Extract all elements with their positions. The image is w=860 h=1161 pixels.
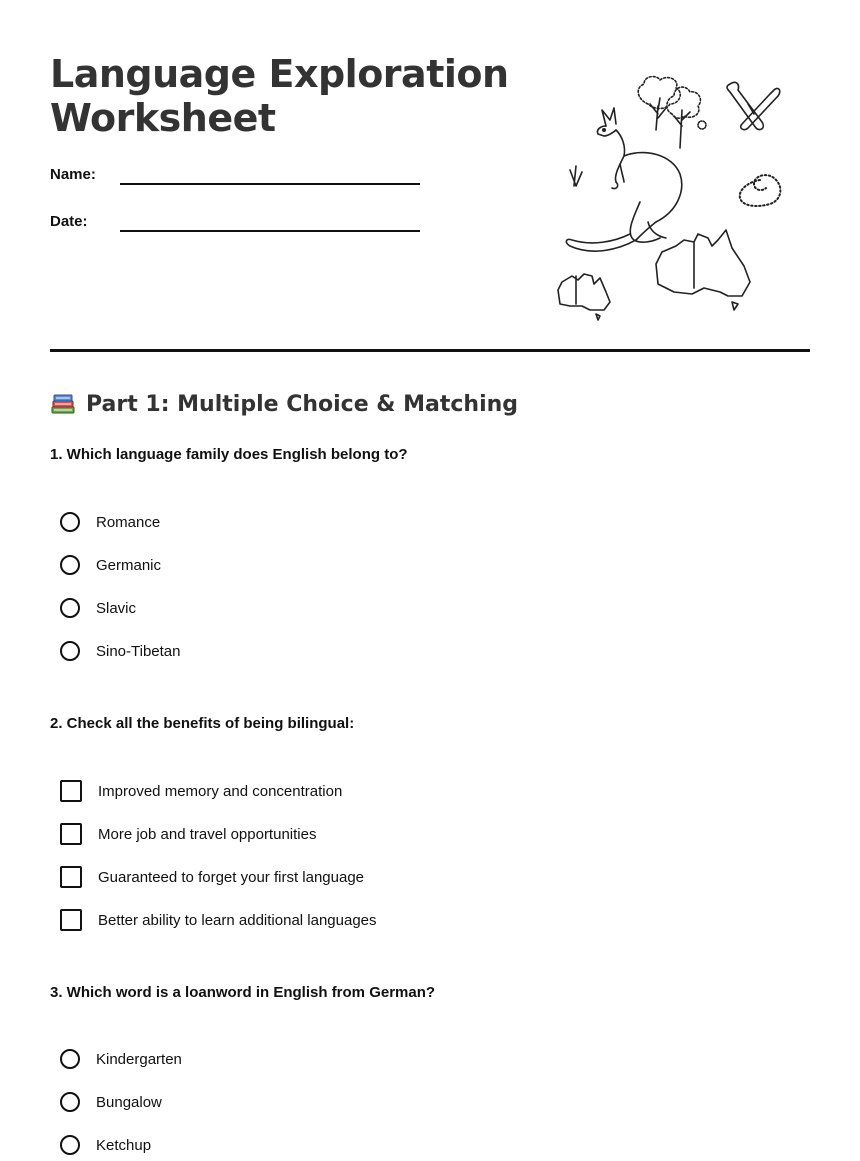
dot-art-icon bbox=[740, 175, 781, 206]
boomerang-icon bbox=[727, 82, 780, 129]
date-field-row bbox=[50, 213, 430, 237]
kangaroo-illustration bbox=[548, 70, 788, 325]
option-label: Slavic bbox=[96, 599, 137, 617]
q1-option-romance[interactable] bbox=[60, 509, 160, 535]
option-label: Kindergarten bbox=[96, 1050, 182, 1068]
option-label: Bungalow bbox=[96, 1093, 162, 1111]
part-1-heading-text: Part 1: Multiple Choice & Matching bbox=[86, 391, 519, 417]
australia-map-small-icon bbox=[558, 274, 610, 320]
name-label: Name: bbox=[50, 166, 96, 183]
radio-button[interactable] bbox=[60, 641, 80, 661]
checkbox[interactable] bbox=[60, 909, 82, 931]
option-label: Romance bbox=[96, 513, 161, 531]
q3-option-ketchup[interactable] bbox=[60, 1132, 151, 1158]
question-3: 3. Which word is a loanword in English from German? bbox=[50, 984, 436, 1001]
option-label: Better ability to learn additional languages bbox=[98, 911, 377, 929]
title-line-2: Worksheet bbox=[50, 96, 276, 140]
date-label: Date: bbox=[50, 213, 88, 230]
radio-button[interactable] bbox=[60, 1092, 80, 1112]
radio-button[interactable] bbox=[60, 1135, 80, 1155]
grass-icon bbox=[570, 166, 582, 186]
books-icon bbox=[50, 391, 76, 417]
date-field[interactable] bbox=[120, 230, 420, 232]
radio-button[interactable] bbox=[60, 1049, 80, 1069]
checkbox[interactable] bbox=[60, 823, 82, 845]
option-label: Germanic bbox=[96, 556, 162, 574]
title-line-1: Language Exploration bbox=[50, 52, 509, 96]
worksheet-title bbox=[50, 52, 509, 140]
q1-option-slavic[interactable] bbox=[60, 595, 136, 621]
q1-option-germanic[interactable] bbox=[60, 552, 161, 578]
q2-option-job-travel[interactable] bbox=[60, 821, 316, 847]
kangaroo-icon bbox=[566, 108, 681, 251]
question-1: 1. Which language family does English belong to? bbox=[50, 446, 408, 463]
q3-option-kindergarten[interactable] bbox=[60, 1046, 182, 1072]
option-label: Guaranteed to forget your first language bbox=[98, 868, 365, 886]
radio-button[interactable] bbox=[60, 512, 80, 532]
q2-option-memory[interactable] bbox=[60, 778, 342, 804]
radio-button[interactable] bbox=[60, 598, 80, 618]
q3-option-bungalow[interactable] bbox=[60, 1089, 162, 1115]
checkbox[interactable] bbox=[60, 780, 82, 802]
part-1-heading bbox=[50, 388, 518, 420]
tree-icon bbox=[638, 77, 706, 148]
radio-button[interactable] bbox=[60, 555, 80, 575]
name-field-row bbox=[50, 166, 430, 190]
section-divider bbox=[50, 349, 810, 352]
q1-option-sino-tibetan[interactable] bbox=[60, 638, 181, 664]
option-label: More job and travel opportunities bbox=[98, 825, 317, 843]
australia-map-large-icon bbox=[656, 230, 750, 310]
option-label: Improved memory and concentration bbox=[98, 782, 343, 800]
option-label: Sino-Tibetan bbox=[96, 642, 181, 660]
q2-option-forget[interactable] bbox=[60, 864, 364, 890]
name-field[interactable] bbox=[120, 183, 420, 185]
checkbox[interactable] bbox=[60, 866, 82, 888]
question-2: 2. Check all the benefits of being bilingual: bbox=[50, 715, 355, 732]
q2-option-additional[interactable] bbox=[60, 907, 377, 933]
option-label: Ketchup bbox=[96, 1136, 152, 1154]
